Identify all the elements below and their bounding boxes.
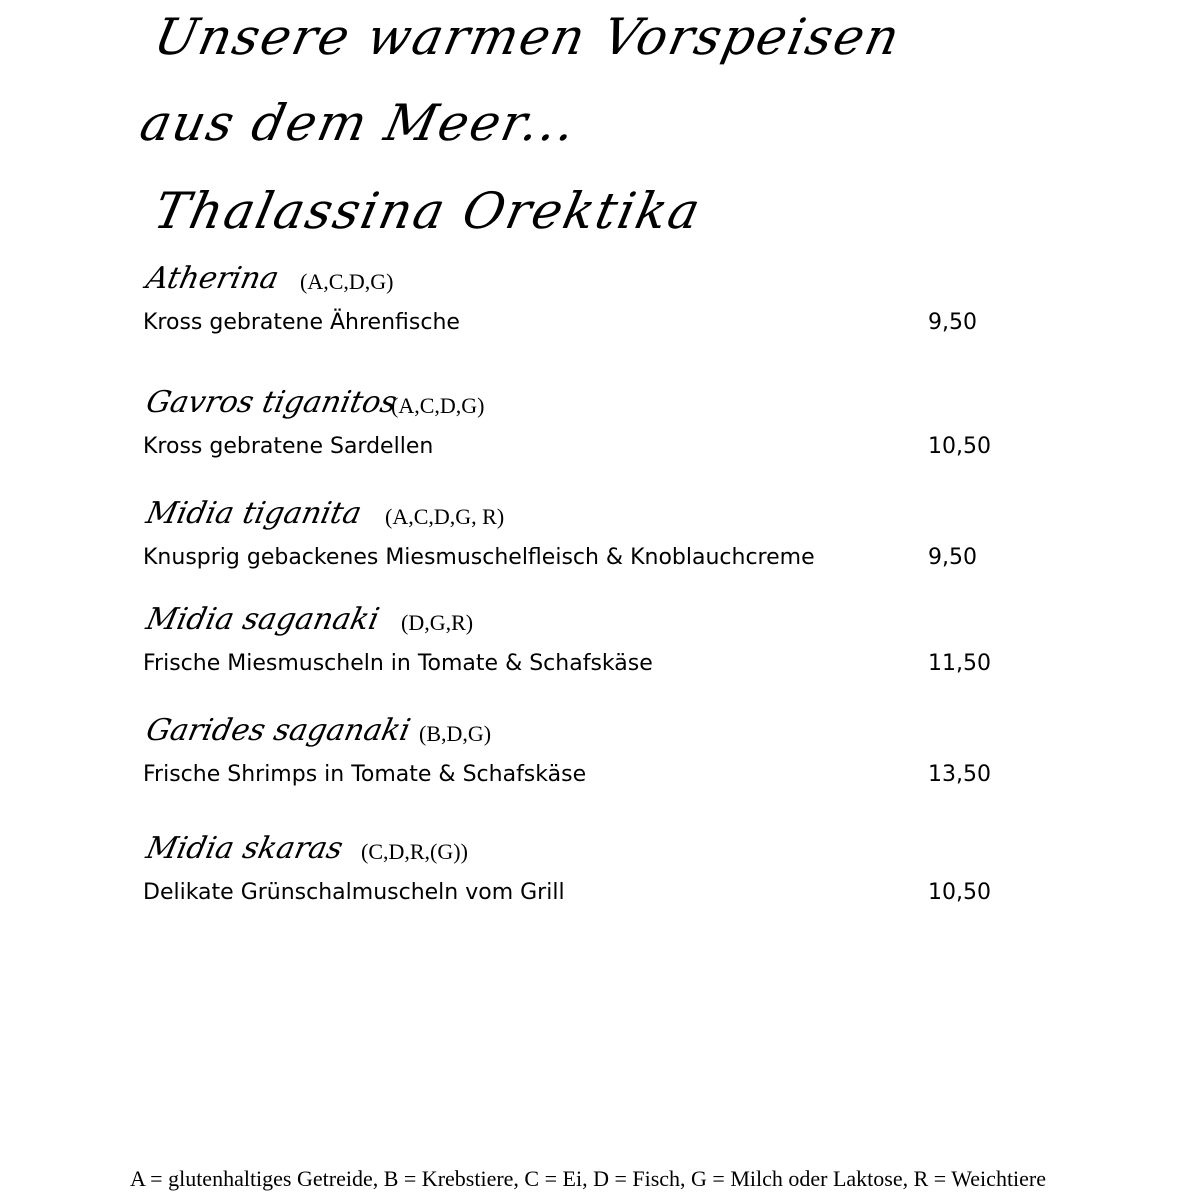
allergen-codes: (B,D,G) [419,721,492,746]
menu-item [143,832,1063,912]
allergen-codes: (A,C,D,G) [391,393,485,418]
dish-name: Midia saganaki [143,602,383,637]
menu-item [143,262,1063,342]
allergen-legend: A = glutenhaltiges Getreide, B = Krebstiere, C = Ei, D = Fisch, G = Milch oder Laktose, R = Weichtiere [130,1166,1047,1191]
dish-description: Kross gebratene Sardellen [143,434,434,459]
dish-price: 9,50 [928,545,977,570]
dish-description: Knusprig gebackenes Miesmuschelfleisch & Knoblauchcreme [143,545,815,570]
dish-price: 11,50 [928,651,991,676]
allergen-codes: (D,G,R) [401,610,474,635]
dish-price: 13,50 [928,762,991,787]
dish-name: Atherina [143,261,282,296]
menu-title-line-1: Unsere warmen Vorspeisen [149,8,907,66]
menu-item [143,714,1063,794]
menu-item [143,386,1063,466]
menu-item [143,497,1063,577]
dish-description: Frische Miesmuscheln in Tomate & Schafskäse [143,651,653,676]
dish-description: Frische Shrimps in Tomate & Schafskäse [143,762,587,787]
dish-name: Gavros tiganitos [143,385,400,420]
dish-description: Kross gebratene Ährenfische [143,310,460,335]
dish-name: Midia skaras [143,831,347,866]
menu-title-line-2: aus dem Meer... [135,94,583,152]
dish-name: Garides saganaki [143,713,414,748]
allergen-codes: (C,D,R,(G)) [361,839,468,864]
dish-price: 10,50 [928,880,991,905]
dish-price: 10,50 [928,434,991,459]
dish-name: Midia tiganita [143,496,365,531]
menu-title-line-3: Thalassina Orektika [149,182,707,240]
dish-price: 9,50 [928,310,977,335]
allergen-codes: (A,C,D,G) [300,269,394,294]
menu-item [143,603,1063,683]
allergen-codes: (A,C,D,G, R) [385,504,505,529]
dish-description: Delikate Grünschalmuscheln vom Grill [143,880,565,905]
